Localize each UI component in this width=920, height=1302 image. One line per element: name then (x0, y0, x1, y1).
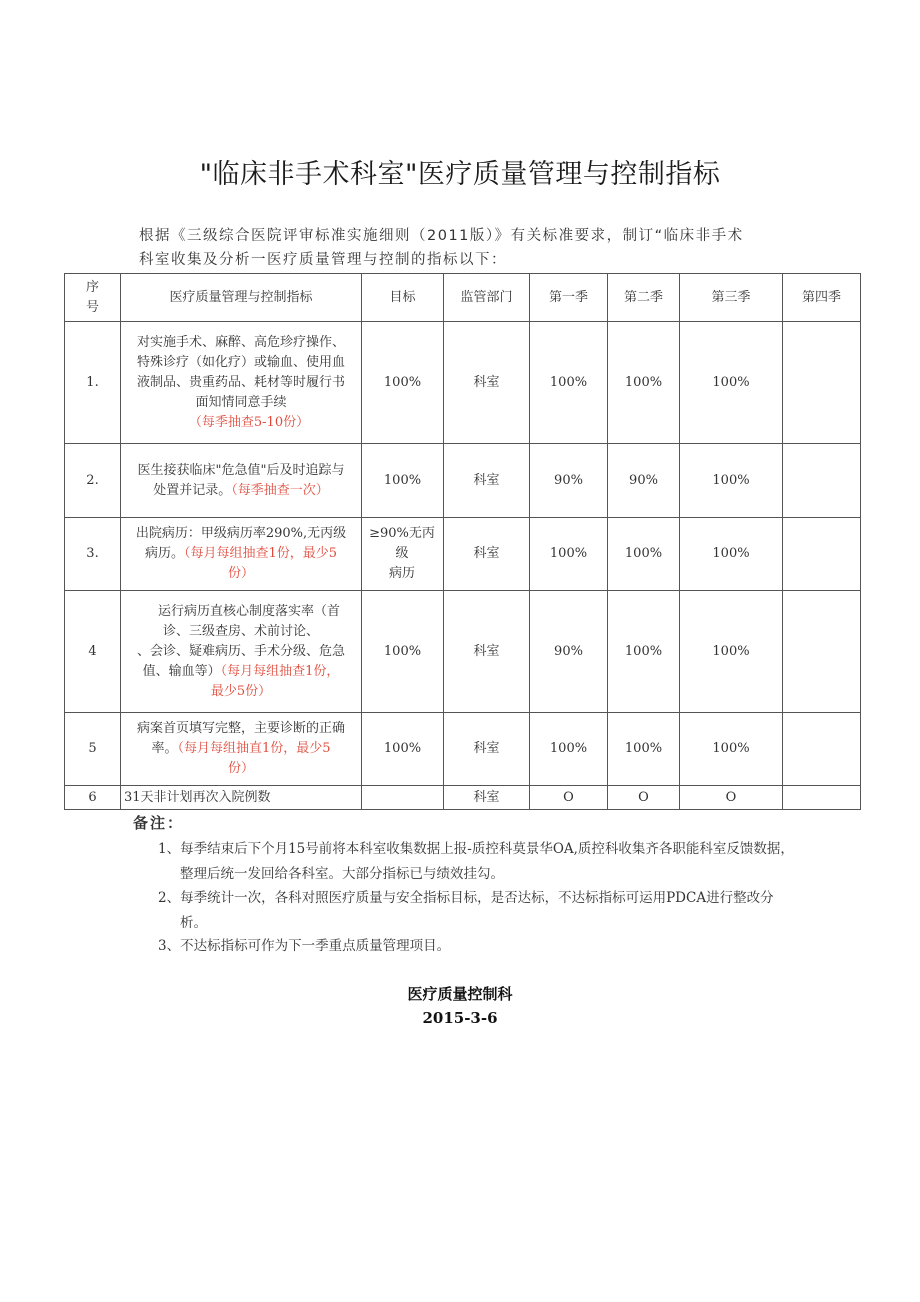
cell-q2: 90% (608, 444, 680, 518)
cell-seq: 5 (65, 713, 121, 786)
cell-seq: 6 (65, 786, 121, 810)
cell-indicator: 31天非计划再次入院例数 (121, 786, 362, 810)
cell-q4 (783, 591, 861, 713)
header-q4: 第四季 (783, 274, 861, 322)
note-1: 1、每季结束后下个月15号前将本科室收集数据上报-质控科莫景华OA,质控科收集齐各职能科室反馈数据， 整理后统一发回给各科室。大部分指标已与绩效挂勾。 (158, 841, 794, 882)
cell-dept: 科室 (444, 786, 530, 810)
indicator-table (64, 273, 861, 810)
cell-q1: 100% (530, 322, 608, 444)
page-title: "临床非手术科室"医疗质量管理与控制指标 (199, 159, 721, 190)
cell-indicator: 出院病历：甲级病历率290%,无丙级 病历。（每月每组抽查1份，最少5 份） (121, 518, 362, 591)
cell-q2: 100% (608, 518, 680, 591)
cell-dept: 科室 (444, 518, 530, 591)
cell-indicator: 运行病历直核心制度落实率（首 诊、三级查房、术前讨论、 、会诊、疑难病历、手术分级、危急 值、输血等）（每月每组抽查1份， 最少5份） (121, 591, 362, 713)
sampling-note: （每月每组抽查1份， (220, 663, 340, 679)
table-row (65, 591, 861, 713)
note-2: 2、每季统计一次，各科对照医疗质量与安全指标目标，是否达标，不达标指标可运用PDCA进行整改分 析。 (158, 890, 774, 931)
header-q3: 第三季 (680, 274, 783, 322)
cell-q4 (783, 444, 861, 518)
cell-indicator: 病案首页填写完整，主要诊断的正确 率。（每月每组抽直1份，最少5 份） (121, 713, 362, 786)
cell-q1: 90% (530, 591, 608, 713)
cell-q3: 100% (680, 518, 783, 591)
cell-dept: 科室 (444, 591, 530, 713)
header-seq: 序 号 (65, 274, 121, 322)
table-header-row (65, 274, 861, 322)
sampling-note: （每季抽查5-10份） (188, 414, 310, 430)
table-row (65, 444, 861, 518)
cell-q3: 100% (680, 713, 783, 786)
sampling-note: （每季抽查一次） (231, 482, 329, 498)
sampling-note: （每月每组抽直1份，最少5 (177, 741, 331, 756)
cell-seq: 4 (65, 591, 121, 713)
cell-dept: 科室 (444, 322, 530, 444)
header-dept: 监管部门 (444, 274, 530, 322)
cell-q1: O (530, 786, 608, 810)
cell-q2: 100% (608, 591, 680, 713)
footer-department: 医疗质量控制科 (407, 985, 513, 1003)
cell-q4 (783, 713, 861, 786)
cell-target: 100% (362, 322, 444, 444)
header-indicator: 医疗质量管理与控制指标 (121, 274, 362, 322)
cell-seq: 2. (65, 444, 121, 518)
cell-q1: 100% (530, 713, 608, 786)
table-row (65, 322, 861, 444)
footer-date: 2015-3-6 (422, 1009, 498, 1027)
sampling-note: （每月每组抽查1份，最少5 (183, 546, 338, 561)
cell-target: 100% (362, 444, 444, 518)
cell-dept: 科室 (444, 713, 530, 786)
cell-target (362, 786, 444, 810)
cell-q1: 100% (530, 518, 608, 591)
cell-target: 100% (362, 713, 444, 786)
intro-line-2: 科室收集及分析一医疗质量管理与控制的指标以下： (139, 252, 507, 268)
cell-q3: 100% (680, 322, 783, 444)
table-row (65, 518, 861, 591)
cell-target: 100% (362, 591, 444, 713)
note-3: 3、不达标指标可作为下一季重点质量管理项目。 (158, 938, 451, 954)
cell-q2: O (608, 786, 680, 810)
intro-paragraph (139, 224, 849, 272)
table-row (65, 713, 861, 786)
intro-line-1: 根据《三级综合医院评审标准实施细则（2011版）》有关标准要求，制订“临床非手术 (139, 228, 744, 244)
notes-title: 备注： (133, 814, 185, 832)
header-target: 目标 (362, 274, 444, 322)
cell-dept: 科室 (444, 444, 530, 518)
cell-q1: 90% (530, 444, 608, 518)
cell-indicator: 医生接获临床"危急值"后及时追踪与 处置并记录。（每季抽查一次） (121, 444, 362, 518)
cell-q2: 100% (608, 713, 680, 786)
table-row (65, 786, 861, 810)
cell-indicator: 对实施手术、麻醉、高危珍疗操作、 特殊诊疗（如化疗）或输血、使用血 液制品、贵重药品、耗材等时履行书 面知情同意手续 （每季抽查5-10份） (121, 322, 362, 444)
cell-q2: 100% (608, 322, 680, 444)
cell-q3: O (680, 786, 783, 810)
cell-q3: 100% (680, 591, 783, 713)
header-q1: 第一季 (530, 274, 608, 322)
cell-q4 (783, 786, 861, 810)
cell-seq: 3. (65, 518, 121, 591)
cell-seq: 1. (65, 322, 121, 444)
cell-q4 (783, 322, 861, 444)
cell-target: ≥90%无丙级 病历 (362, 518, 444, 591)
cell-q3: 100% (680, 444, 783, 518)
header-q2: 第二季 (608, 274, 680, 322)
cell-q4 (783, 518, 861, 591)
